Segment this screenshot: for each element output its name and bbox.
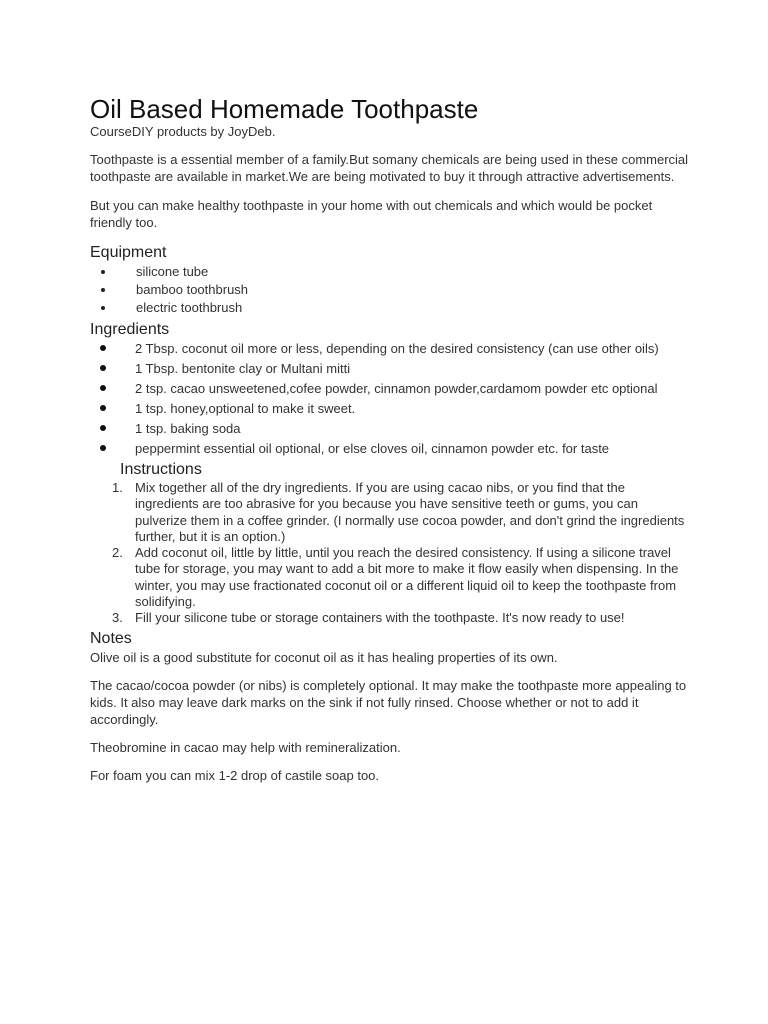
note-paragraph: Theobromine in cacao may help with remineralization.: [90, 739, 401, 755]
bullet-icon: [100, 445, 106, 451]
bullet-icon: [100, 345, 106, 351]
bullet-icon: [101, 270, 105, 274]
instructions-list: [90, 480, 690, 627]
bullet-icon: [101, 306, 105, 310]
list-item: peppermint essential oil optional, or else cloves oil, cinnamon powder etc. for taste: [90, 440, 690, 457]
bullet-icon: [100, 405, 106, 411]
intro-paragraph: Toothpaste is a essential member of a family.But somany chemicals are being used in these commercial toothpaste are available in market.We are being motivated to buy it through attractive advertisements.: [90, 152, 689, 184]
equipment-heading: Equipment: [90, 244, 167, 261]
list-item: electric toothbrush: [90, 299, 690, 317]
bullet-icon: [100, 385, 106, 391]
list-item: 3. Fill your silicone tube or storage containers with the toothpaste. It's now ready to use!: [112, 610, 625, 626]
list-item: 1 tsp. honey,optional to make it sweet.: [90, 400, 690, 417]
list-item: 1. Mix together all of the dry ingredients. If you are using cacao nibs, or you find that the ingredients are too abrasive for you because you have sensitive teeth or gums, you can pulverize them in a coffee grinder. (I normally use cocoa powder, and don't grind the ingredients further, but it is an option.): [112, 480, 685, 544]
list-item: 2. Add coconut oil, little by little, until you reach the desired consistency. If using a silicone travel tube for storage, you may want to add a bit more to make it flow easily when dispensing. In the winter, you may use fractionated coconut oil or a different liquid oil to keep the toothpaste from solidifying.: [112, 545, 679, 610]
step-number: 1.: [112, 480, 123, 495]
list-item: 1 tsp. baking soda: [90, 420, 690, 437]
notes-heading: Notes: [90, 629, 132, 647]
ingredients-heading: Ingredients: [90, 321, 170, 338]
bullet-icon: [100, 365, 106, 371]
list-item: 2 Tbsp. coconut oil more or less, depending on the desired consistency (can use other oils): [90, 340, 690, 357]
ingredients-list: [90, 340, 690, 457]
list-item: 1 Tbsp. bentonite clay or Multani mitti: [90, 360, 690, 377]
note-paragraph: For foam you can mix 1-2 drop of castile soap too.: [90, 767, 380, 783]
bullet-icon: [101, 288, 105, 292]
note-paragraph: Olive oil is a good substitute for coconut oil as it has healing properties of its own.: [90, 649, 558, 665]
step-number: 2.: [112, 545, 123, 561]
byline: CourseDIY products by JoyDeb.: [90, 124, 276, 139]
page-title: Oil Based Homemade Toothpaste: [90, 94, 479, 124]
note-paragraph: The cacao/cocoa powder (or nibs) is completely optional. It may make the toothpaste more appealing to kids. It also may leave dark marks on the sink if not fully rinsed. Choose whether or not to add it accordingly.: [90, 677, 687, 727]
document-page: [90, 94, 690, 795]
list-item: silicone tube: [90, 263, 690, 281]
list-item: 2 tsp. cacao unsweetened,cofee powder, cinnamon powder,cardamom powder etc optional: [90, 380, 690, 397]
intro-paragraph: But you can make healthy toothpaste in your home with out chemicals and which would be pocket friendly too.: [90, 198, 653, 230]
instructions-heading: Instructions: [120, 461, 202, 478]
bullet-icon: [100, 425, 106, 431]
equipment-list: [90, 263, 690, 317]
step-number: 3.: [112, 610, 123, 626]
list-item: bamboo toothbrush: [90, 281, 690, 299]
